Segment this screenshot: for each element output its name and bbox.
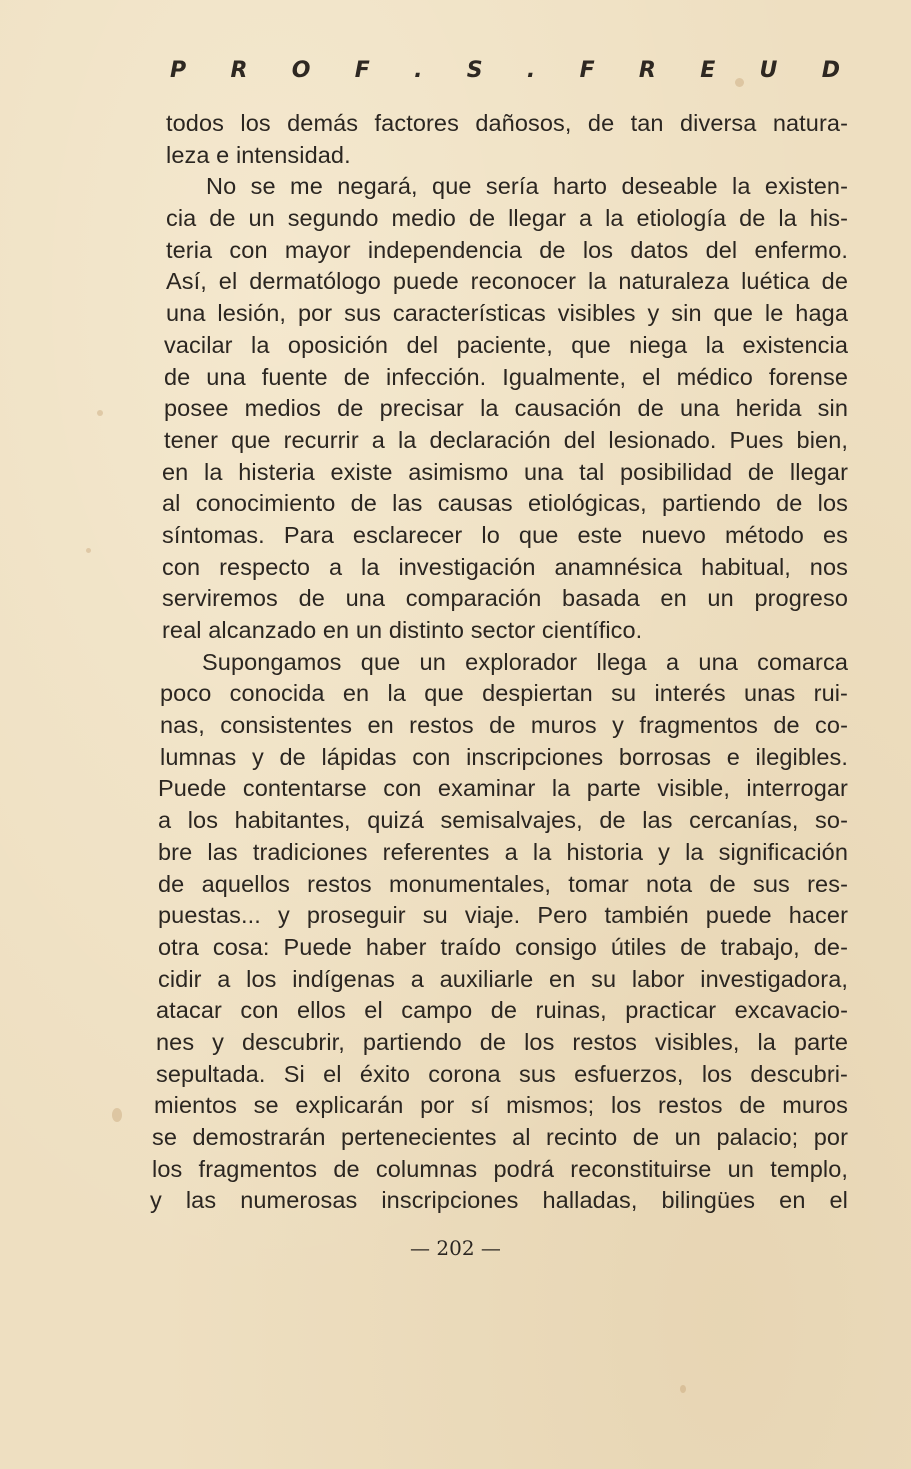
- running-head-letter: U: [759, 58, 778, 83]
- running-head-letter: .: [526, 58, 536, 83]
- text-line: en la histeria existe asimismo una tal posibilidad de llegar: [162, 458, 848, 485]
- text-line: otra cosa: Puede haber traído consigo útiles de trabajo, de-: [158, 933, 848, 960]
- text-line: y las numerosas inscripciones halladas, bilingües en el: [150, 1187, 848, 1214]
- text-line: puestas... y proseguir su viaje. Pero también puede hacer: [158, 902, 848, 929]
- text-line: al conocimiento de las causas etiológicas, partiendo de los: [162, 490, 848, 517]
- running-head-letter: F: [579, 58, 595, 83]
- running-head-letter: D: [821, 58, 840, 83]
- paper-stain: [680, 1385, 686, 1393]
- text-line: sepultada. Si el éxito corona sus esfuerzos, los descubri-: [156, 1060, 848, 1087]
- text-line: cia de un segundo medio de llegar a la etiología de la his-: [166, 205, 848, 232]
- text-line: con respecto a la investigación anamnésica habitual, nos: [162, 553, 848, 580]
- text-line: mientos se explicarán por sí mismos; los restos de muros: [154, 1092, 848, 1119]
- running-head-letter: R: [638, 58, 656, 83]
- text-line: síntomas. Para esclarecer lo que este nuevo método es: [162, 521, 848, 548]
- paper-stain: [86, 548, 91, 553]
- text-line: los fragmentos de columnas podrá reconstituirse un templo,: [152, 1155, 848, 1182]
- text-line: bre las tradiciones referentes a la historia y la significación: [158, 838, 848, 865]
- text-line: posee medios de precisar la causación de una herida sin: [164, 395, 848, 422]
- running-head-letter: F: [354, 58, 370, 83]
- text-line: leza e intensidad.: [166, 141, 351, 168]
- text-line: serviremos de una comparación basada en un progreso: [162, 585, 848, 612]
- text-line: No se me negará, que sería harto deseable la existen-: [206, 173, 848, 200]
- text-line: se demostrarán pertenecientes al recinto de un palacio; por: [152, 1124, 848, 1150]
- text-line: una lesión, por sus características visibles y sin que le haga: [166, 300, 848, 327]
- paper-stain: [112, 1108, 122, 1122]
- page-number: — 202 —: [410, 1236, 501, 1260]
- text-line: atacar con ellos el campo de ruinas, practicar excavacio-: [156, 997, 848, 1024]
- body-text: [150, 108, 848, 1217]
- running-head-letter: E: [700, 58, 716, 83]
- running-head-letter: P: [170, 58, 187, 83]
- text-line: de aquellos restos monumentales, tomar nota de sus res-: [158, 870, 848, 897]
- running-head: [170, 58, 840, 83]
- text-line: Así, el dermatólogo puede reconocer la naturaleza luética de: [166, 268, 848, 295]
- running-head-letter: O: [291, 58, 311, 83]
- text-line: a los habitantes, quizá semisalvajes, de las cercanías, so-: [158, 807, 848, 834]
- text-line: Supongamos que un explorador llega a una comarca: [202, 648, 848, 675]
- text-line: nes y descubrir, partiendo de los restos visibles, la parte: [156, 1028, 848, 1055]
- running-head-letter: .: [414, 58, 423, 83]
- paper-stain: [97, 410, 103, 416]
- text-line: real alcanzado en un distinto sector científico.: [162, 617, 643, 643]
- text-line: vacilar la oposición del paciente, que niega la existencia: [164, 331, 848, 358]
- text-line: cidir a los indígenas a auxiliarle en su labor investigadora,: [158, 965, 848, 992]
- running-head-letter: R: [230, 58, 248, 83]
- text-line: tener que recurrir a la declaración del lesionado. Pues bien,: [164, 426, 848, 453]
- running-head-letter: S: [466, 58, 483, 83]
- text-line: todos los demás factores dañosos, de tan diversa natura-: [166, 110, 848, 136]
- text-line: lumnas y de lápidas con inscripciones borrosas e ilegibles.: [160, 743, 848, 770]
- text-line: nas, consistentes en restos de muros y fragmentos de co-: [160, 712, 848, 739]
- text-line: poco conocida en la que despiertan su interés unas rui-: [160, 680, 848, 707]
- text-line: Puede contentarse con examinar la parte visible, interrogar: [158, 775, 848, 802]
- text-line: de una fuente de infección. Igualmente, el médico forense: [164, 363, 848, 390]
- text-line: teria con mayor independencia de los datos del enfermo.: [166, 236, 848, 263]
